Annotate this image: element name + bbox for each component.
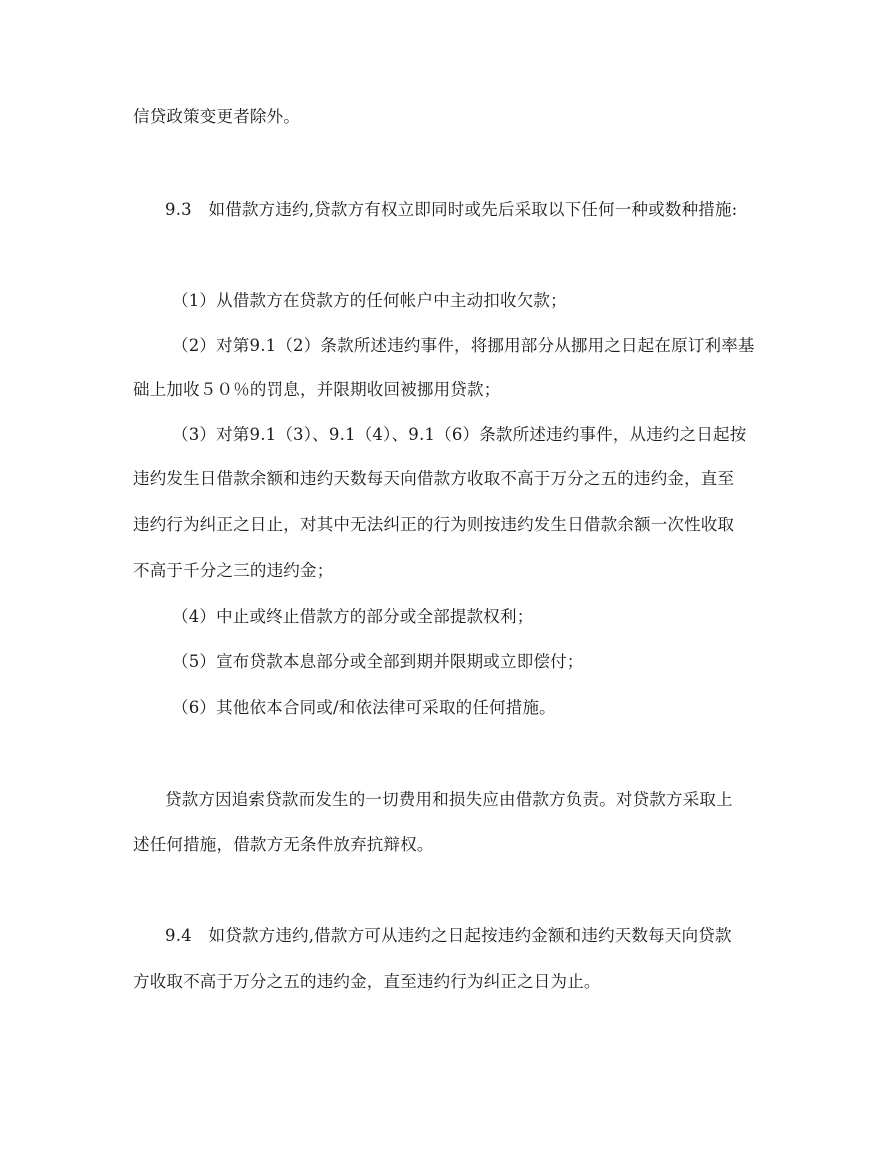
clause-9-4-line-1: 9.4 如贷款方违约,借款方可从违约之日起按违约金额和违约天数每天向贷款	[165, 926, 732, 945]
text-line-1: 信贷政策变更者除外。	[133, 107, 300, 126]
measure-item-3-line-3: 违约行为纠正之日止，对其中无法纠正的行为则按违约发生日借款余额一次性收取	[133, 515, 735, 534]
clause-9-4-line-2: 方收取不高于万分之五的违约金，直至违约行为纠正之日为止。	[133, 972, 601, 991]
measure-item-1: （1）从借款方在贷款方的任何帐户中主动扣收欠款；	[172, 291, 567, 310]
measure-item-5: （5）宣布贷款本息部分或全部到期并限期或立即偿付；	[172, 652, 584, 671]
measure-item-2-line-1: （2）对第9.1（2）条款所述违约事件，将挪用部分从挪用之日起在原订利率基	[172, 336, 755, 355]
measure-item-3-line-2: 违约发生日借款余额和违约天数每天向借款方收取不高于万分之五的违约金，直至	[133, 469, 735, 488]
measure-item-6: （6）其他依本合同或/和依法律可采取的任何措施。	[172, 698, 556, 717]
measure-item-3-line-1: （3）对第9.1（3）、9.1（4）、9.1（6）条款所述违约事件，从违约之日起按	[172, 425, 747, 444]
measure-item-3-line-4: 不高于千分之三的违约金；	[133, 561, 334, 580]
measure-item-2-line-2: 础上加收５０％的罚息，并限期收回被挪用贷款；	[133, 380, 501, 399]
measure-item-4: （4）中止或终止借款方的部分或全部提款权利；	[172, 607, 534, 626]
clause-9-3-heading: 9.3 如借款方违约,贷款方有权立即同时或先后采取以下任何一种或数种措施:	[165, 200, 738, 219]
costs-paragraph-line-2: 述任何措施，借款方无条件放弃抗辩权。	[133, 835, 434, 854]
costs-paragraph-line-1: 贷款方因追索贷款而发生的一切费用和损失应由借款方负责。对贷款方采取上	[165, 790, 733, 809]
